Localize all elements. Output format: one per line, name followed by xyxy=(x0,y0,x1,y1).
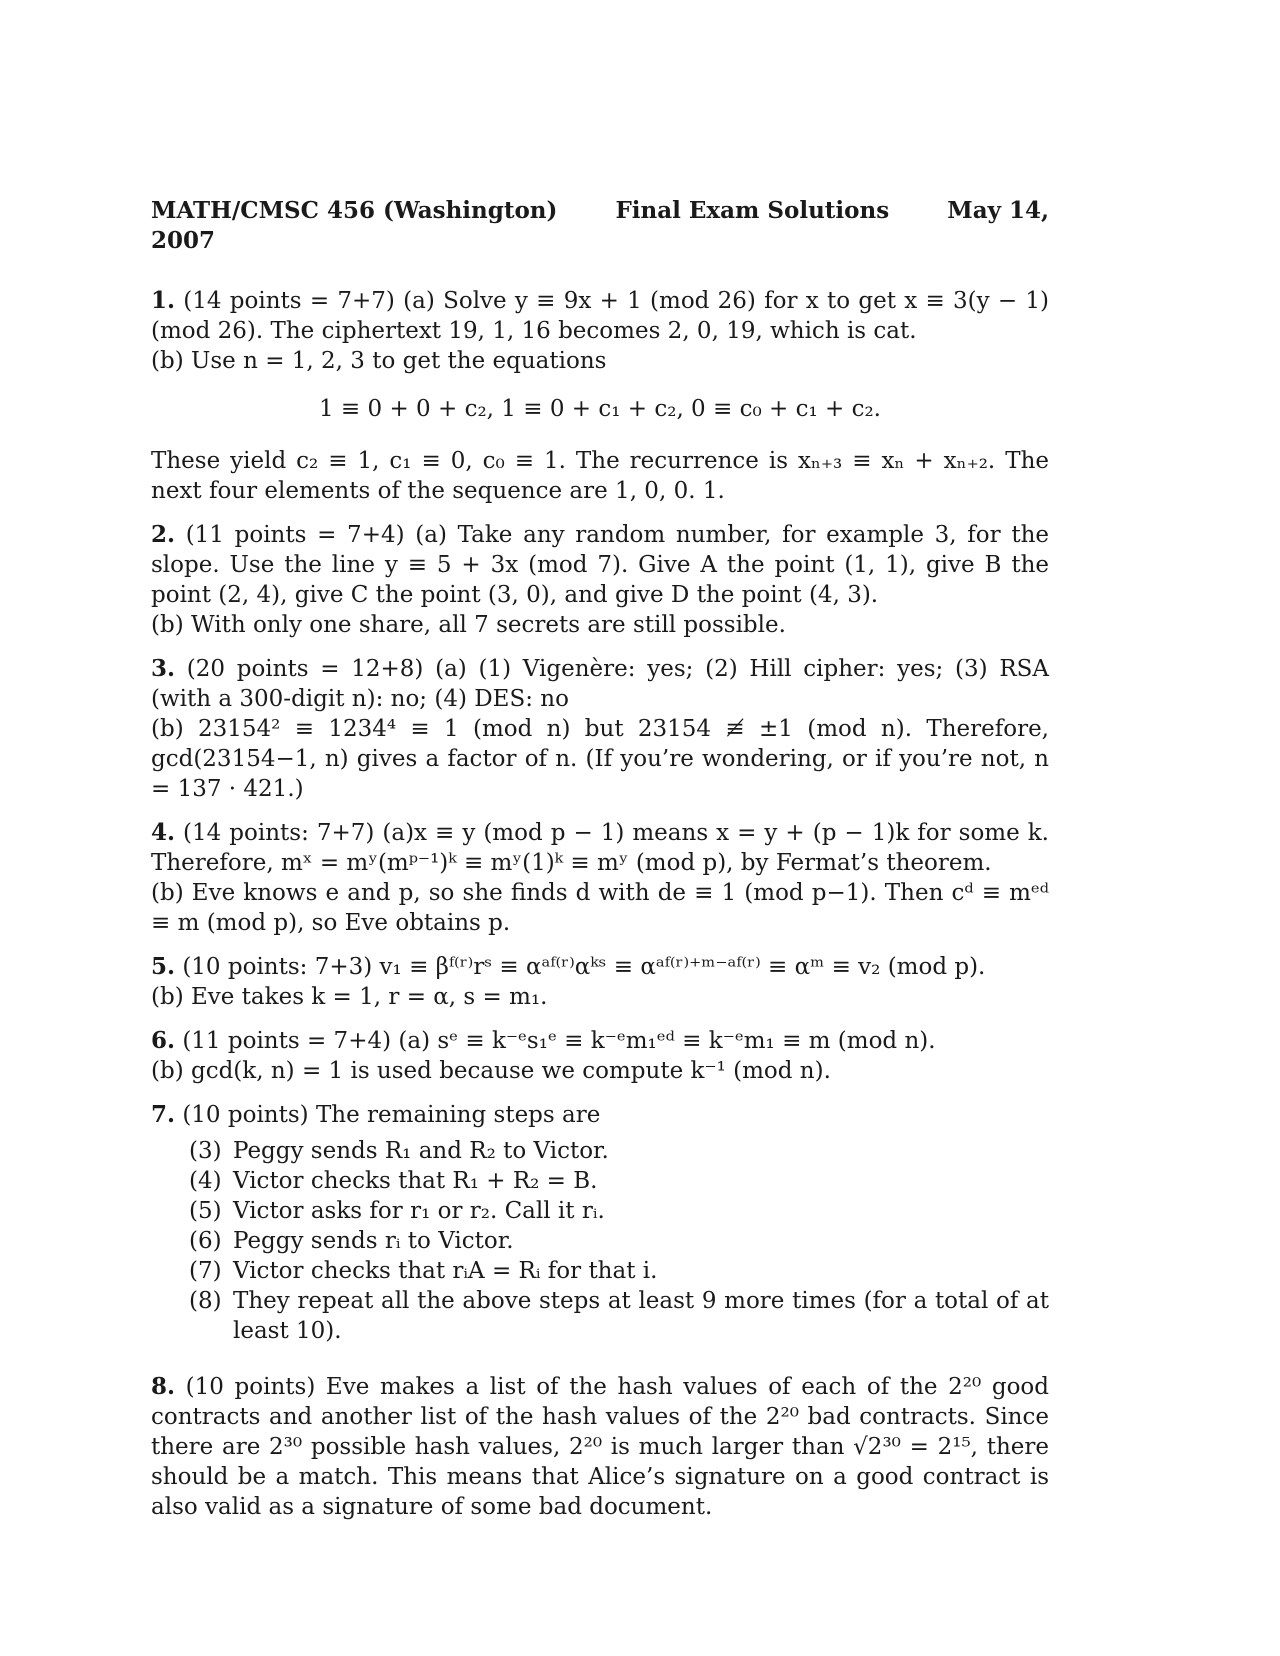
problem-text: (10 points) Eve makes a list of the hash values of each of the 2²⁰ good contracts and another list of the hash values of the 2²⁰ bad contracts. Since there are 2³⁰ possible hash values, 2²⁰ is much larger than √2³⁰ = 2¹⁵, there should be a match. This means that Alice’s signature on a good contract is also valid as a signature of some bad document. xyxy=(151,1374,1049,1520)
problem-text: (11 points = 7+4) (a) Take any random number, for example 3, for the slope. Use the line y ≡ 5 + 3x (mod 7). Give A the point (1, 1), give B the point (2, 4), give C the point (3, 0), and give D the point (4, 3). xyxy=(151,522,1049,608)
problem-text: (b) gcd(k, n) = 1 is used because we compute k⁻¹ (mod n). xyxy=(151,1058,831,1084)
step-list xyxy=(151,1136,1049,1346)
step-number: (8) xyxy=(189,1288,222,1314)
problem-number: 1. xyxy=(151,287,176,314)
step-text: They repeat all the above steps at least 9 more times (for a total of at least 10). xyxy=(233,1288,1049,1344)
problem-7 xyxy=(151,1100,1049,1346)
problem-text: (10 points) The remaining steps are xyxy=(182,1102,601,1128)
problem-text: These yield c₂ ≡ 1, c₁ ≡ 0, c₀ ≡ 1. The recurrence is xₙ₊₃ ≡ xₙ + xₙ₊₂. The next four elements of the sequence are 1, 0, 0. 1. xyxy=(151,448,1049,504)
problem-number: 7. xyxy=(151,1101,176,1128)
problem-2 xyxy=(151,520,1049,640)
step-text: Peggy sends R₁ and R₂ to Victor. xyxy=(233,1138,609,1164)
problem-3 xyxy=(151,654,1049,804)
problem-text: (10 points: 7+3) v₁ ≡ βᶠ⁽ʳ⁾rˢ ≡ αᵃᶠ⁽ʳ⁾αᵏˢ ≡ αᵃᶠ⁽ʳ⁾⁺ᵐ⁻ᵃᶠ⁽ʳ⁾ ≡ αᵐ ≡ v₂ (mod p). xyxy=(182,954,986,980)
problem-number: 8. xyxy=(151,1373,176,1400)
solutions-page xyxy=(151,196,1049,1522)
step-number: (5) xyxy=(189,1198,222,1224)
problem-6 xyxy=(151,1026,1049,1086)
list-item xyxy=(189,1196,1049,1226)
problem-number: 2. xyxy=(151,521,176,548)
problem-text: (b) With only one share, all 7 secrets are still possible. xyxy=(151,612,786,638)
course-name: MATH/CMSC 456 (Washington) xyxy=(151,197,558,224)
problem-number: 5. xyxy=(151,953,176,980)
step-number: (6) xyxy=(189,1228,222,1254)
problem-text: (b) Eve knows e and p, so she finds d with de ≡ 1 (mod p−1). Then cᵈ ≡ mᵉᵈ ≡ m (mod p), so Eve obtains p. xyxy=(151,880,1049,936)
step-text: Victor checks that rᵢA = Rᵢ for that i. xyxy=(233,1258,658,1284)
step-number: (7) xyxy=(189,1258,222,1284)
problem-4 xyxy=(151,818,1049,938)
display-equations: 1 ≡ 0 + 0 + c₂, 1 ≡ 0 + c₁ + c₂, 0 ≡ c₀ + c₁ + c₂. xyxy=(318,396,881,422)
document-title: Final Exam Solutions xyxy=(615,197,890,224)
list-item xyxy=(189,1286,1049,1346)
list-item xyxy=(189,1136,1049,1166)
list-item xyxy=(189,1166,1049,1196)
problem-number: 3. xyxy=(151,655,176,682)
problem-text: (b) Eve takes k = 1, r = α, s = m₁. xyxy=(151,984,548,1010)
problem-text: (14 points = 7+7) (a) Solve y ≡ 9x + 1 (mod 26) for x to get x ≡ 3(y − 1) (mod 26). The ciphertext 19, 1, 16 becomes 2, 0, 19, which is cat. xyxy=(151,288,1050,344)
date-line-2: 2007 xyxy=(151,227,216,254)
step-number: (4) xyxy=(189,1168,222,1194)
problem-text: (11 points = 7+4) (a) sᵉ ≡ k⁻ᵉs₁ᵉ ≡ k⁻ᵉm₁ᵉᵈ ≡ k⁻ᵉm₁ ≡ m (mod n). xyxy=(182,1028,936,1054)
problem-8 xyxy=(151,1372,1049,1522)
problem-5 xyxy=(151,952,1049,1012)
step-text: Victor asks for r₁ or r₂. Call it rᵢ. xyxy=(233,1198,605,1224)
problem-text: (14 points: 7+7) (a)x ≡ y (mod p − 1) means x = y + (p − 1)k for some k. Therefore, mˣ = mʸ(mᵖ⁻¹)ᵏ ≡ mʸ(1)ᵏ ≡ mʸ (mod p), by Fermat’s theorem. xyxy=(151,820,1049,876)
date-line-1: May 14, xyxy=(947,197,1049,224)
problem-text: (20 points = 12+8) (a) (1) Vigenère: yes; (2) Hill cipher: yes; (3) RSA (with a 300-digit n): no; (4) DES: no xyxy=(151,656,1049,712)
problem-text: (b) 23154² ≡ 1234⁴ ≡ 1 (mod n) but 23154 ≢ ±1 (mod n). Therefore, gcd(23154−1, n) gives a factor of n. (If you’re wondering, or if you’re not, n = 137 · 421.) xyxy=(151,716,1049,802)
problem-1 xyxy=(151,286,1049,506)
step-number: (3) xyxy=(189,1138,222,1164)
list-item xyxy=(189,1226,1049,1256)
step-text: Victor checks that R₁ + R₂ = B. xyxy=(233,1168,598,1194)
step-text: Peggy sends rᵢ to Victor. xyxy=(233,1228,514,1254)
problem-number: 4. xyxy=(151,819,176,846)
list-item xyxy=(189,1256,1049,1286)
header xyxy=(151,196,1049,226)
problem-number: 6. xyxy=(151,1027,176,1054)
problem-text: (b) Use n = 1, 2, 3 to get the equations xyxy=(151,348,607,374)
